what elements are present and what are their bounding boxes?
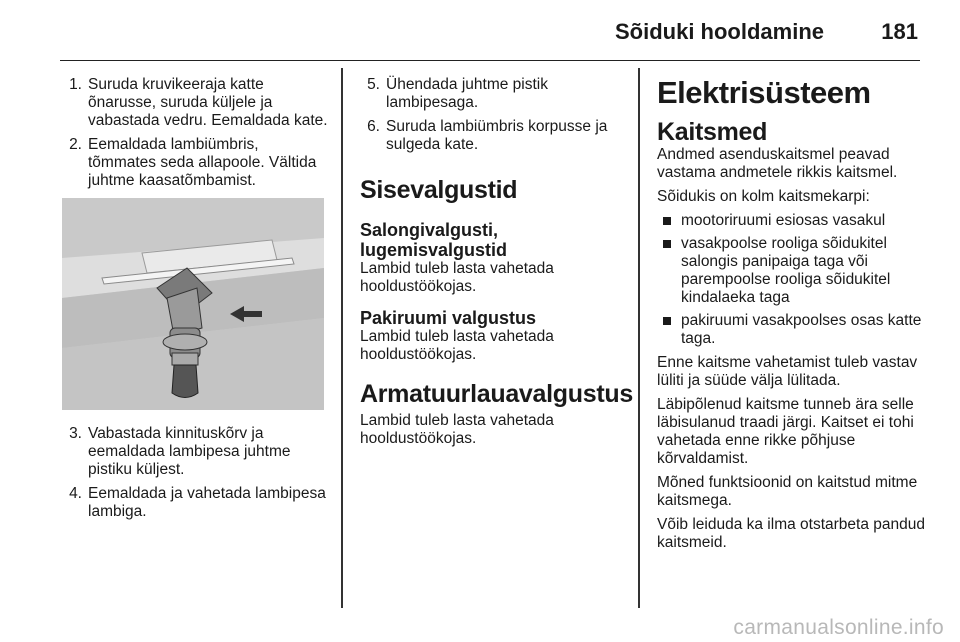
list-item: mootoriruumi esiosas vasakul: [657, 212, 927, 230]
page-number: 181: [881, 19, 918, 44]
list-item: 6. Suruda lambiümbris korpusse ja sulgeda kate.: [367, 118, 608, 153]
chapter-heading: Elektrisüsteem: [657, 75, 871, 110]
paragraph: Võib leiduda ka ilma otstarbeta pandud kaitsmeid.: [657, 516, 925, 551]
section-heading: Kaitsmed: [657, 118, 768, 146]
watermark: carmanualsonline.info: [733, 616, 944, 639]
column-divider: [341, 68, 343, 608]
column-left: [62, 76, 330, 527]
list-item: 2. Eemaldada lambiümbris, tõmmates seda allapoole. Vältida juhtme kaasatõmbamist.: [69, 136, 317, 189]
column-middle: [360, 76, 633, 448]
paragraph: Enne kaitsme vahetamist tuleb vastav lüliti ja süüde välja lülitada.: [657, 354, 918, 389]
list-item: vasakpoolse rooliga sõidukitel salongis panipaiga taga või parempoolse rooliga sõidukitel kindalaeka taga: [657, 235, 927, 307]
list-item: 1. Suruda kruvikeeraja katte õnarusse, suruda küljele ja vabastada vedru. Eemaldada kate.: [69, 76, 328, 129]
section-heading: Armatuurlauavalgustus: [360, 380, 633, 408]
square-bullet-icon: [663, 217, 671, 225]
list-item: 4. Eemaldada ja vahetada lambipesa lambiga.: [69, 485, 326, 520]
steps-list: [62, 425, 330, 521]
list-item: 3. Vabastada kinnituskõrv ja eemaldada lambipesa juhtme pistiku küljest.: [69, 425, 291, 478]
steps-list: [360, 76, 626, 154]
list-item: pakiruumi vasakpoolses osas katte taga.: [657, 312, 927, 348]
subsection-heading: Salongivalgusti, lugemisvalgustid: [360, 220, 508, 260]
paragraph: Lambid tuleb lasta vahetada hooldustöökojas.: [360, 412, 554, 447]
paragraph: Lambid tuleb lasta vahetada hooldustöökojas.: [360, 260, 554, 295]
paragraph: Mõned funktsioonid on kaitstud mitme kaitsmega.: [657, 474, 918, 509]
square-bullet-icon: [663, 317, 671, 325]
column-right: [657, 76, 927, 552]
section-heading: Sisevalgustid: [360, 176, 518, 204]
paragraph: Sõidukis on kolm kaitsmekarpi:: [657, 188, 870, 205]
column-divider: [638, 68, 640, 608]
paragraph: Andmed asenduskaitsmel peavad vastama andmetele rikkis kaitsmel.: [657, 146, 898, 181]
steps-list: [62, 76, 330, 190]
square-bullet-icon: [663, 240, 671, 248]
paragraph: Lambid tuleb lasta vahetada hooldustöökojas.: [360, 328, 554, 363]
page-header: [60, 0, 920, 61]
subsection-heading: Pakiruumi valgustus: [360, 308, 537, 328]
list-item: 5. Ühendada juhtme pistik lambipesaga.: [367, 76, 548, 111]
lamp-illustration: [62, 198, 324, 410]
bullet-list: [657, 212, 927, 348]
page-title: Sõiduki hooldamine: [614, 19, 824, 44]
paragraph: Läbipõlenud kaitsme tunneb ära selle läbisulanud traadi järgi. Kaitset ei tohi vahetada enne rikke põhjuse kõrvaldamist.: [657, 396, 914, 467]
